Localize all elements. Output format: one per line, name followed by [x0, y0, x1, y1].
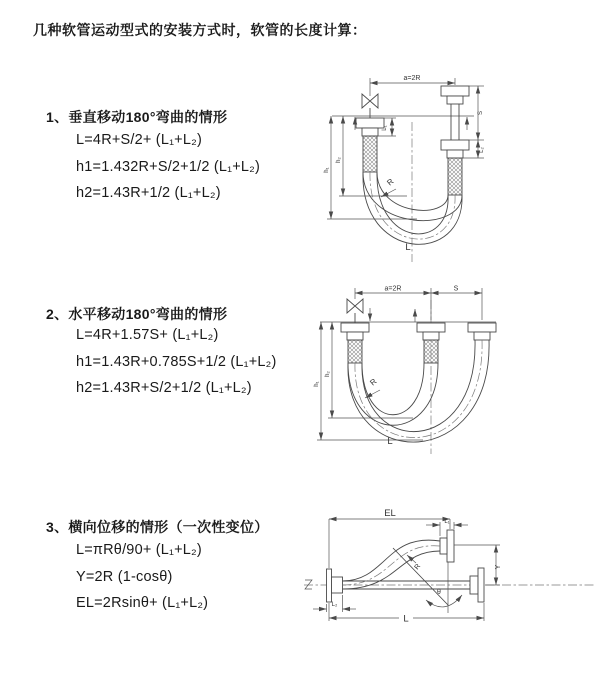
hose-braid: [363, 136, 377, 172]
hose-braid: [448, 158, 462, 195]
middle-pipe-fitting: [417, 323, 445, 363]
section-2-heading: 2、水平移动180°弯曲的情形: [46, 306, 228, 322]
label-l: L: [387, 436, 393, 447]
dim-label-l1: L₁: [382, 125, 388, 131]
label-r: R: [413, 562, 423, 572]
dim-label-l2: L₂: [331, 602, 338, 608]
diagram-lateral-displacement: [298, 505, 600, 650]
dim-label-s: S: [478, 110, 484, 116]
dim-label-a2r: a=2R: [403, 75, 421, 82]
dim-label-l1: L₁: [444, 519, 450, 525]
dimension-a-2r: [355, 286, 482, 321]
right-lower-flange: [470, 568, 484, 602]
section-3-heading: 3、横向位移的情形（一次性变位）: [46, 519, 269, 535]
left-pipe-fitting: [341, 323, 369, 363]
diagram-horizontal-180-bend: [308, 282, 600, 464]
dim-label-el: EL: [384, 508, 396, 519]
hose-braid: [348, 340, 362, 363]
upper-flange: [440, 530, 454, 562]
dim-label-y: Y: [495, 564, 502, 570]
right-pipe-fitting: [441, 86, 469, 195]
hose-u-bends: [348, 340, 489, 442]
section-1-formula-l: L=4R+S/2+ (L₁+L₂): [76, 132, 202, 148]
section-1-heading: 1、垂直移动180°弯曲的情形: [46, 109, 228, 125]
dim-label-h2: h₂: [325, 371, 331, 377]
dim-label-s: S: [453, 285, 459, 293]
valve-icon: [362, 94, 378, 118]
dimension-l2-left: [313, 595, 356, 612]
hose-u-bend: [363, 172, 462, 244]
dim-label-h2: h₂: [336, 157, 342, 163]
section-1-formula-h2: h2=1.43R+1/2 (L₁+L₂): [76, 185, 221, 201]
diagram-vertical-180-bend: [312, 70, 597, 265]
dim-label-l2: L₂: [479, 147, 485, 153]
dimension-h2-left: [325, 322, 413, 418]
radius-callout: [381, 177, 396, 197]
right-pipe-fitting: [468, 323, 496, 340]
radius-callout: [365, 377, 380, 398]
datum-arrows: [370, 308, 415, 322]
valve-icon: [347, 299, 363, 323]
left-flange: [327, 569, 343, 602]
dimension-s-right: [469, 86, 484, 140]
section-3-formula-y: Y=2R (1-cosθ): [76, 569, 173, 585]
section-2-formula-l: L=4R+1.57S+ (L₁+L₂): [76, 327, 219, 343]
dim-label-h1: h₁: [324, 167, 330, 173]
dimension-el: [329, 508, 450, 568]
section-3-formula-el: EL=2Rsinθ+ (L₁+L₂): [76, 595, 209, 611]
dim-label-a2r: a=2R: [384, 285, 402, 293]
page-title: 几种软管运动型式的安装方式时，软管的长度计算：: [33, 22, 367, 38]
section-3-formula-l: L=πRθ/90+ (L₁+L₂): [76, 542, 202, 558]
dimension-l-bottom: [329, 603, 484, 625]
label-theta: θ: [437, 589, 441, 596]
centerline-symbol: [305, 580, 312, 589]
left-pipe-fitting: [356, 118, 384, 172]
label-r: R: [368, 376, 379, 388]
hose-braid: [424, 340, 438, 363]
section-2-formula-h1: h1=1.43R+0.785S+1/2 (L₁+L₂): [76, 354, 277, 370]
label-l: L: [405, 242, 411, 253]
dim-label-l: L: [403, 613, 409, 625]
section-1-formula-h1: h1=1.432R+S/2+1/2 (L₁+L₂): [76, 159, 261, 175]
dimension-s: [431, 286, 482, 294]
dim-label-h1: h₁: [314, 381, 320, 387]
label-r: R: [385, 176, 396, 188]
section-2-formula-h2: h2=1.43R+S/2+1/2 (L₁+L₂): [76, 380, 252, 396]
